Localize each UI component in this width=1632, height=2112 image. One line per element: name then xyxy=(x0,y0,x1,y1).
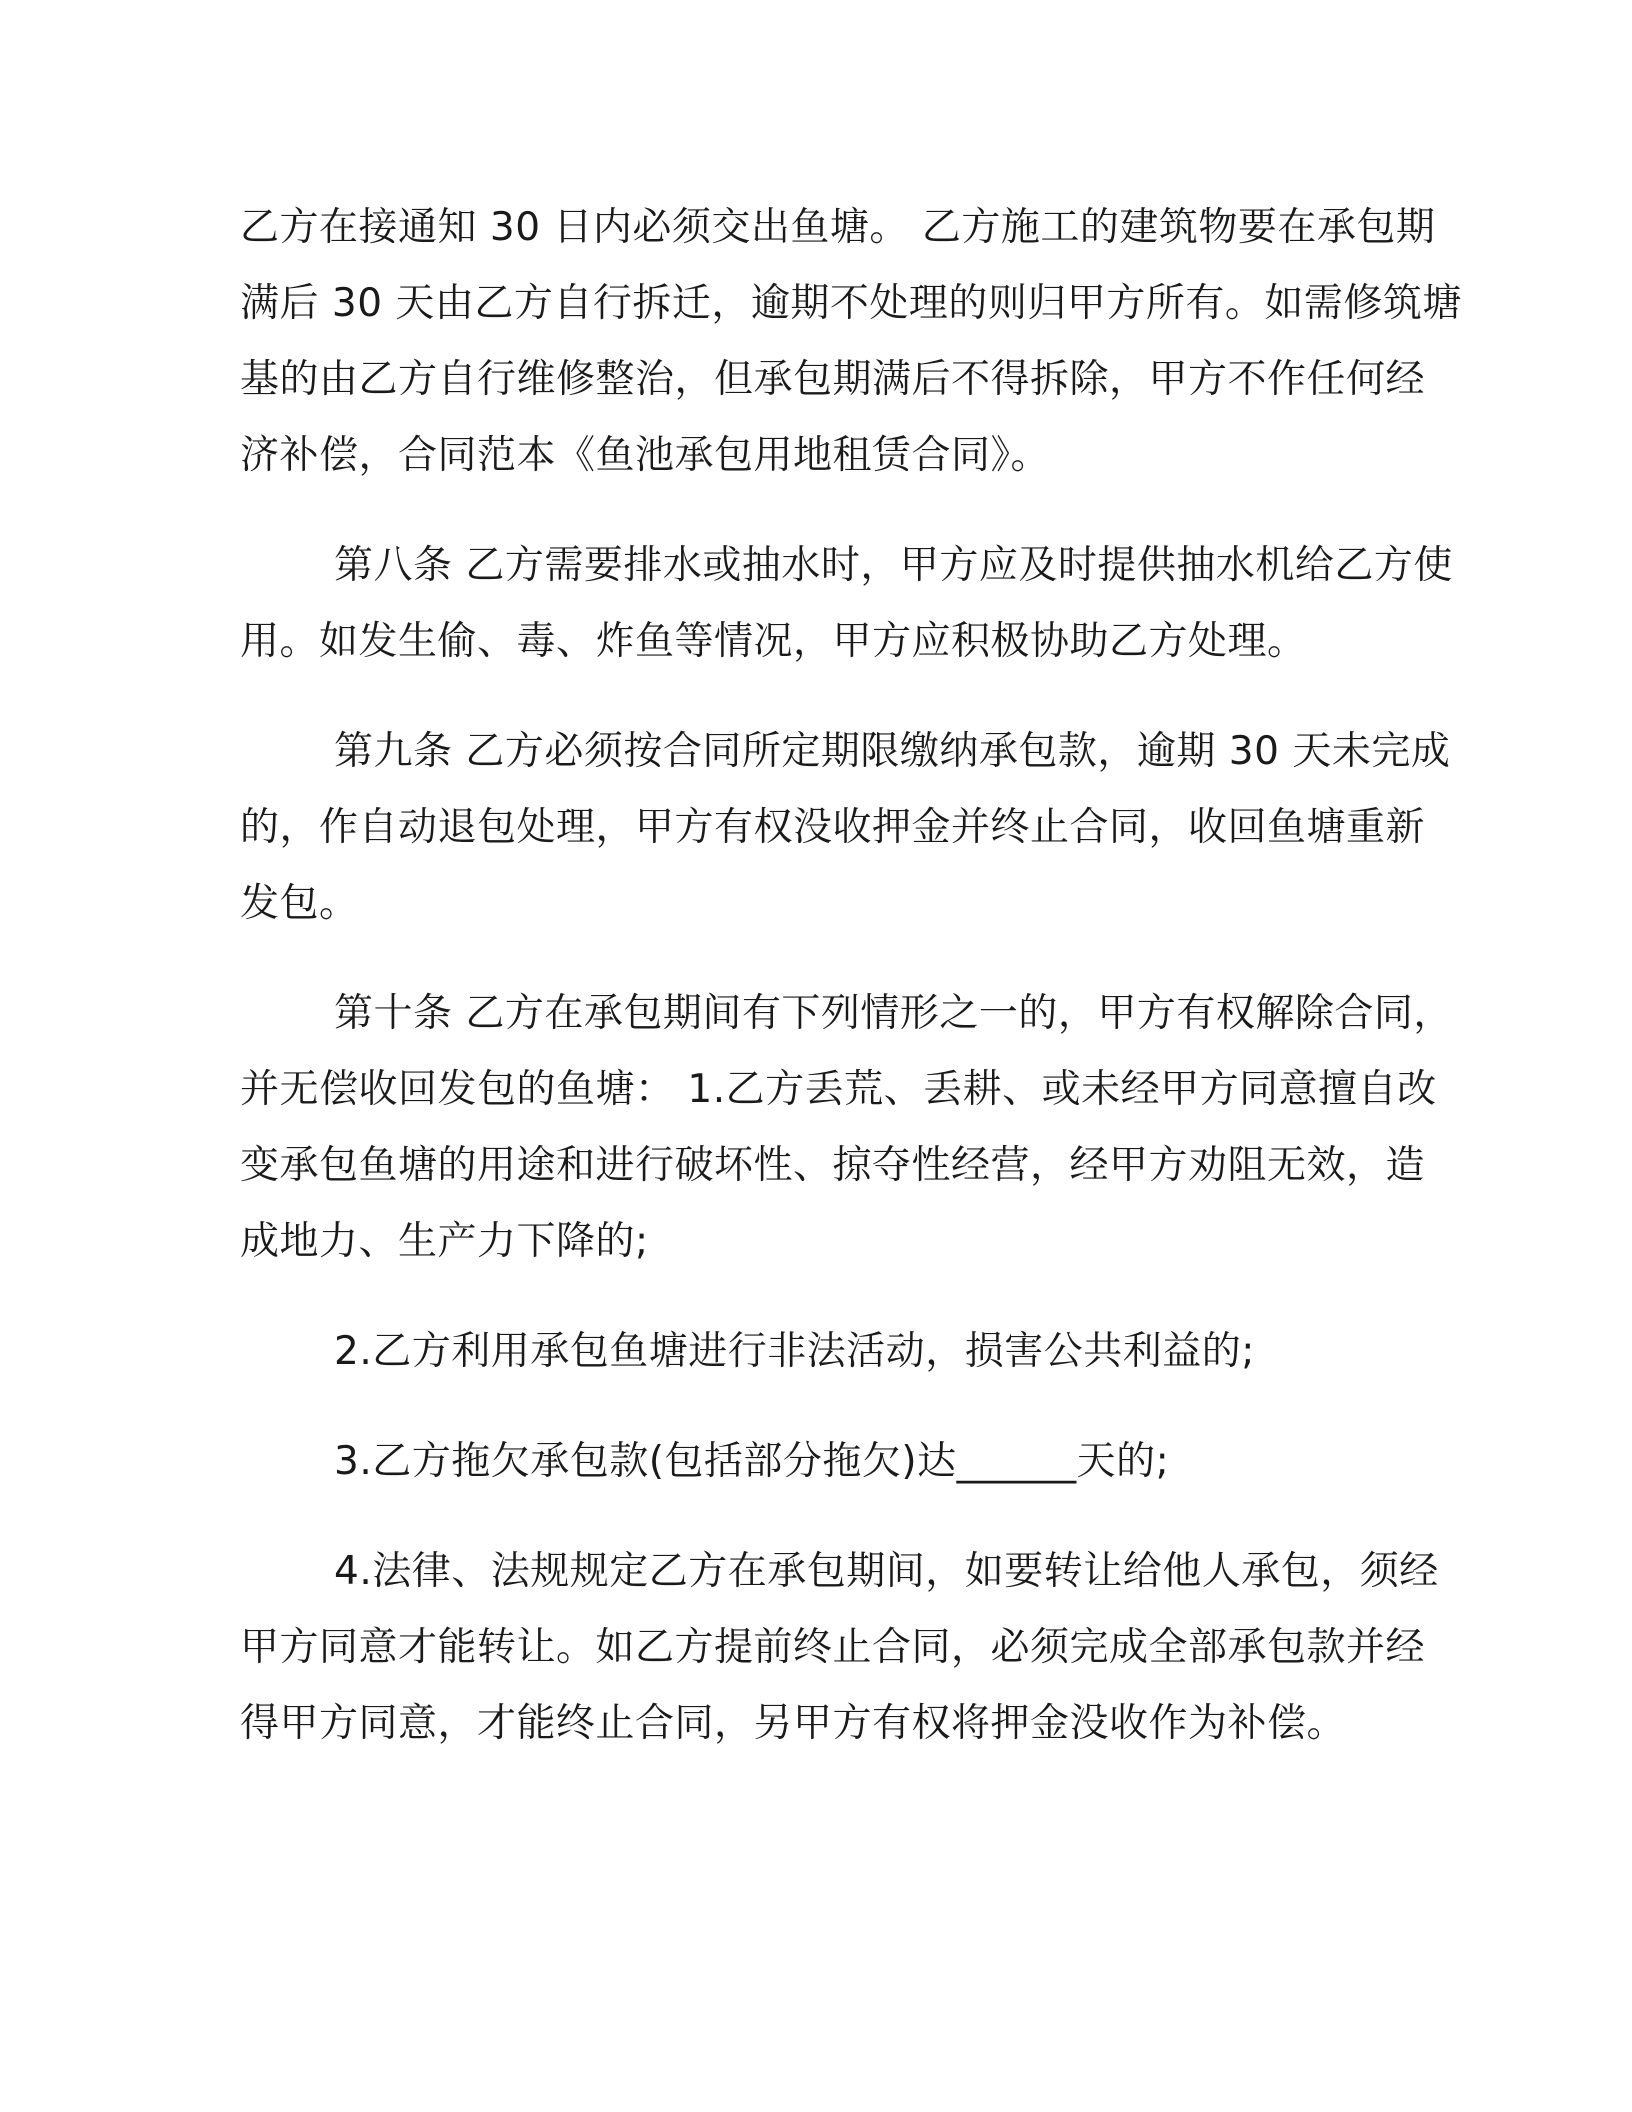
text-line: 甲方同意才能转让。如乙方提前终止合同，必须完成全部承包款并经 xyxy=(240,1625,1426,1670)
text-line: 2.乙方利用承包鱼塘进行非法活动，损害公共利益的; xyxy=(334,1329,1255,1374)
text-line: 并无偿收回发包的鱼塘： 1.乙方丢荒、丢耕、或未经甲方同意擅自改 xyxy=(240,1067,1437,1112)
text-line: 4.法律、法规规定乙方在承包期间，如要转让给他人承包，须经 xyxy=(334,1549,1439,1594)
text-line: 发包。 xyxy=(240,881,359,926)
text-line: 济补偿，合同范本《鱼池承包用地租赁合同》。 xyxy=(240,433,1051,478)
paragraph-article-8 xyxy=(240,528,1453,680)
paragraph-item-3 xyxy=(240,1424,1390,1500)
text-line: 得甲方同意，才能终止合同，另甲方有权将押金没收作为补偿。 xyxy=(240,1701,1347,1746)
paragraph-article-10 xyxy=(240,976,1453,1280)
document-body xyxy=(240,190,1462,1762)
text-line: 3.乙方拖欠承包款(包括部分拖欠)达______天的; xyxy=(334,1439,1170,1484)
paragraph-item-4 xyxy=(240,1534,1439,1762)
text-line: 基的由乙方自行维修整治，但承包期满后不得拆除，甲方不作任何经 xyxy=(240,357,1426,402)
text-line: 用。如发生偷、毒、炸鱼等情况，甲方应积极协助乙方处理。 xyxy=(240,619,1307,664)
text-line: 乙方在接通知 30 日内必须交出鱼塘。 乙方施工的建筑物要在承包期 xyxy=(240,205,1436,250)
paragraph-item-2 xyxy=(240,1314,1390,1390)
text-line: 变承包鱼塘的用途和进行破坏性、掠夺性经营，经甲方劝阻无效，造 xyxy=(240,1143,1426,1188)
text-line: 第九条 乙方必须按合同所定期限缴纳承包款，逾期 30 天未完成 xyxy=(334,729,1451,774)
text-line: 的，作自动退包处理，甲方有权没收押金并终止合同，收回鱼塘重新 xyxy=(240,805,1426,850)
paragraph-continuation xyxy=(240,190,1462,494)
text-line: 成地力、生产力下降的; xyxy=(240,1219,649,1264)
text-line: 第十条 乙方在承包期间有下列情形之一的，甲方有权解除合同， xyxy=(334,991,1453,1036)
text-line: 第八条 乙方需要排水或抽水时，甲方应及时提供抽水机给乙方使 xyxy=(334,543,1453,588)
paragraph-article-9 xyxy=(240,714,1451,942)
text-line: 满后 30 天由乙方自行拆迁，逾期不处理的则归甲方所有。如需修筑塘 xyxy=(240,281,1462,326)
